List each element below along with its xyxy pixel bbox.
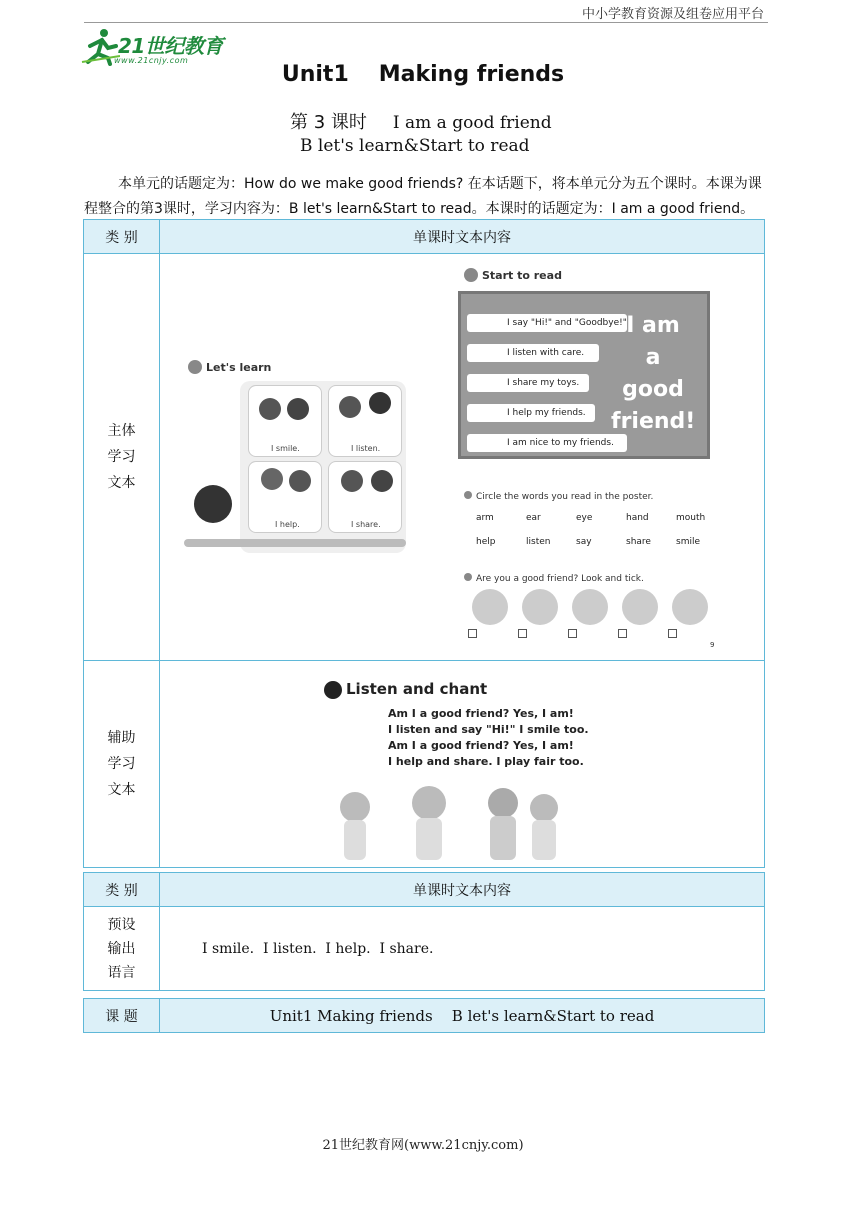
- bullet-icon: [464, 491, 472, 499]
- child-figure-1: [340, 792, 370, 822]
- tick-box-2[interactable]: [518, 629, 527, 638]
- girl-figure: [194, 485, 232, 523]
- main-text-table: [83, 219, 765, 868]
- lesson-number: 第 3 课时: [290, 112, 367, 133]
- main-text-content: [160, 254, 765, 661]
- lesson-name: I am a good friend: [392, 113, 552, 133]
- listen-chant-heading: Listen and chant: [346, 679, 488, 698]
- title-unit: Unit1: [281, 62, 349, 87]
- listen-scene: I listen.: [328, 385, 402, 457]
- share-scene: I share.: [328, 461, 402, 533]
- tick-box-3[interactable]: [568, 629, 577, 638]
- intro-paragraph: 本单元的话题定为：How do we make good friends? 在本话题下，将本单元分为五个课时。本课为课程整合的第3课时，学习内容为：B let's learn&Start to read。本课时的话题定为：I am a good friend。: [84, 176, 762, 217]
- tick-box-4[interactable]: [618, 629, 627, 638]
- help-scene: I help.: [248, 461, 322, 533]
- poster: I say "Hi!" and "Goodbye!" I listen with care. I share my toys. I help my friends. I am nice to my friends. I am a good friend!: [458, 291, 710, 459]
- content-header: 单课时文本内容: [160, 220, 765, 254]
- category-header: 类 别: [84, 220, 160, 254]
- tick-picture-4: [622, 589, 658, 625]
- title-topic: Making friends: [378, 62, 565, 87]
- child-figure-4: [530, 794, 558, 822]
- task-circle-words: Circle the words you read in the poster.: [476, 491, 654, 502]
- output-language-content: I smile. I listen. I help. I share.: [160, 907, 765, 991]
- poster-title-3: friend!: [611, 408, 696, 434]
- platform-name: 中小学教育资源及组卷应用平台: [581, 7, 764, 22]
- lesson-heading: [290, 108, 552, 134]
- bullet-icon: [464, 268, 478, 282]
- bullet-icon: [324, 681, 342, 699]
- task-tick: Are you a good friend? Look and tick.: [476, 573, 644, 584]
- aux-text-label: 辅助 学习 文本: [84, 661, 160, 868]
- lesson-part: B let's learn&Start to read: [300, 136, 530, 156]
- logo-text: 21世纪教育: [118, 34, 223, 58]
- tick-box-1[interactable]: [468, 629, 477, 638]
- main-text-label: 主体 学习 文本: [84, 254, 160, 661]
- lets-learn-heading: Let's learn: [206, 360, 272, 374]
- child-figure-3: [488, 788, 518, 818]
- tick-picture-2: [522, 589, 558, 625]
- aux-text-content: [160, 661, 765, 868]
- start-to-read-figure: Start to read I say "Hi!" and "Goodbye!" I listen with care. I share my toys. I help my friends. I am nice to my friends. I am a good friend! Circle the words you read in the poster. arm ear eye hand mouth help listen say share smile Are you a good friend? Look and tick. 9: [444, 261, 742, 659]
- header-rule: [84, 22, 768, 23]
- page-number: 9: [710, 640, 715, 649]
- lesson-topic-table: [83, 998, 765, 1033]
- start-to-read-heading: Start to read: [482, 268, 562, 282]
- page-title: [0, 62, 846, 87]
- poster-title-2: a good: [622, 344, 684, 402]
- tick-box-5[interactable]: [668, 629, 677, 638]
- child-figure-2: [412, 786, 446, 820]
- content-header: 单课时文本内容: [160, 873, 765, 907]
- listen-chant-figure: Listen and chant Am I a good friend? Yes, I am! I listen and say "Hi!" I smile too. Am I a good friend? Yes, I am! I help and share. I play fair too.: [300, 670, 624, 866]
- topic-content: Unit1 Making friends B let's learn&Start to read: [160, 999, 765, 1033]
- tick-picture-5: [672, 589, 708, 625]
- poster-title-1: I am: [626, 312, 680, 338]
- output-language-label: 预设 输出 语言: [84, 907, 160, 991]
- output-language-table: [83, 872, 765, 991]
- lets-learn-figure: [184, 355, 406, 555]
- tick-picture-1: [472, 589, 508, 625]
- topic-label: 课 题: [84, 999, 160, 1033]
- smile-scene: I smile.: [248, 385, 322, 457]
- footer: 21世纪教育网(www.21cnjy.com): [322, 1138, 524, 1153]
- bullet-icon: [188, 360, 202, 374]
- tick-picture-3: [572, 589, 608, 625]
- category-header: 类 别: [84, 873, 160, 907]
- bullet-icon: [464, 573, 472, 581]
- logo-url: www.21cnjy.com: [114, 56, 189, 65]
